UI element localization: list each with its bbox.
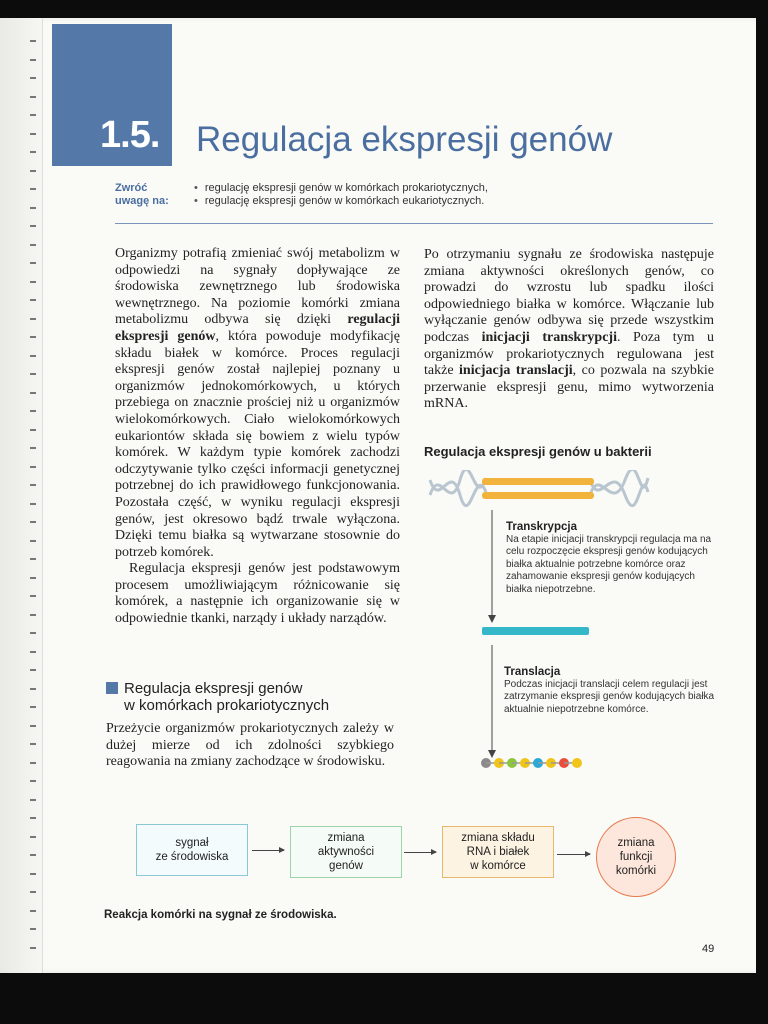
- binding-mark: [30, 873, 36, 875]
- binding-mark: [30, 614, 36, 616]
- flow-box-gene-activity: [290, 826, 402, 878]
- binding-mark: [30, 262, 36, 264]
- flow-text: RNA i białek: [466, 846, 530, 858]
- binding-mark: [30, 762, 36, 764]
- chapter-number: 1.5.: [100, 114, 160, 156]
- figure-title: Regulacja ekspresji genów u bakterii: [424, 444, 652, 459]
- flow-text: w komórce: [470, 860, 526, 872]
- dna-helix-right: [590, 470, 648, 506]
- transcription-title: Transkrypcja: [506, 521, 577, 533]
- binding-mark: [30, 484, 36, 486]
- page-binding: [0, 18, 43, 973]
- transcription-text: Na etapie inicjacji transkrypcji regulacja ma na celu rozpoczęcie ekspresji genów kodujących białka aktualnie potrzebne komórce oraz zahamowanie ekspresji genów kodujących białka niepotrzebne.: [506, 533, 712, 595]
- text: , która powoduje modyfikację składu białek w komórce. Proces regulacji ekspresji genów został najlepiej poznany u organizmów jednokomórkowych, u których przebiega on znacznie prościej niż u organizmów wielokomórkowych. Ciało wielokomórkowych eukariontów składa się bowiem z wielu typów komórek. W każdym typie komórek zachodzi odczytywanie tylko części informacji genetycznej potrzebnej do ich prawidłowego funkcjonowania. Pozostała część, w wyniku regulacji ekspresji genów, jest okresowo bądź trwale wyłączona. Dzięki temu białka są wytwarzane stosownie do potrzeb komórek.: [115, 328, 400, 560]
- binding-mark: [30, 891, 36, 893]
- mrna-strand: [482, 627, 589, 635]
- binding-mark: [30, 114, 36, 116]
- flow-text: komórki: [615, 865, 657, 877]
- flow-text: genów: [329, 860, 363, 872]
- flow-box-signal: [136, 824, 248, 876]
- flow-arrow: [252, 850, 284, 851]
- binding-mark: [30, 928, 36, 930]
- binding-mark: [30, 503, 36, 505]
- bold-term: inicjacji transkrypcji: [481, 329, 617, 345]
- binding-mark: [30, 188, 36, 190]
- binding-mark: [30, 669, 36, 671]
- flow-arrow: [404, 852, 436, 853]
- binding-mark: [30, 281, 36, 283]
- text: . Poza tym u organizmów prokariotycznych regulowana jest także: [424, 329, 715, 379]
- transcription-description: [506, 521, 721, 596]
- bold-term: regulacji ekspresji genów: [115, 312, 400, 344]
- binding-mark: [30, 299, 36, 301]
- gene-expression-diagram: [420, 470, 670, 780]
- flow-box-composition: [442, 826, 554, 878]
- binding-mark: [30, 447, 36, 449]
- flow-text: aktywności: [317, 846, 375, 858]
- binding-mark: [30, 743, 36, 745]
- bold-term: inicjacja translacji: [459, 363, 573, 379]
- subheading-line: w komórkach prokariotycznych: [124, 697, 330, 714]
- flow-circle-cell-function: [596, 817, 676, 897]
- binding-mark: [30, 688, 36, 690]
- note-list: [194, 182, 488, 208]
- binding-mark: [30, 540, 36, 542]
- page-number: 49: [702, 943, 715, 955]
- binding-mark: [30, 817, 36, 819]
- flow-text: zmiana składu: [461, 832, 535, 844]
- flow-text: zmiana: [617, 837, 655, 849]
- binding-mark: [30, 373, 36, 375]
- binding-mark: [30, 799, 36, 801]
- note-label: [115, 182, 185, 208]
- note-label-line: uwagę na:: [115, 195, 169, 207]
- flow-arrow: [557, 854, 590, 855]
- arrow-head-translation: [488, 750, 496, 758]
- binding-mark: [30, 40, 36, 42]
- binding-mark: [30, 151, 36, 153]
- binding-mark: [30, 225, 36, 227]
- subheading-marker: [106, 682, 118, 694]
- binding-mark: [30, 133, 36, 135]
- gene-strand-top: [482, 478, 594, 485]
- binding-mark: [30, 521, 36, 523]
- paragraph-1: [115, 246, 400, 561]
- binding-mark: [30, 558, 36, 560]
- binding-mark: [30, 410, 36, 412]
- binding-mark: [30, 780, 36, 782]
- flow-text: ze środowiska: [155, 851, 229, 863]
- text: Po otrzymaniu sygnału ze środowiska następuje zmiana aktywności określonych genów, co prowadzi do wzrostu lub spadku ilości odpowiedniego białka w komórce. Włączanie lub wyłączanie genów odbywa się przede wszystkim podczas: [424, 247, 714, 345]
- paragraph-3: Przeżycie organizmów prokariotycznych zależy w dużej mierze od ich zdolności szybkiego reagowania na zmiany zachodzące w środowisku.: [106, 721, 394, 770]
- left-column: [115, 246, 400, 628]
- note-label-line: Zwróć: [115, 182, 148, 194]
- subheading: [106, 680, 406, 714]
- subheading-line: Regulacja ekspresji genów: [124, 680, 303, 697]
- chapter-title: Regulacja ekspresji genów: [196, 120, 613, 159]
- text: , co pozwala na szybkie przerwanie ekspresji genu, mimo wytworzenia mRNA.: [424, 363, 714, 412]
- binding-mark: [30, 96, 36, 98]
- binding-mark: [30, 595, 36, 597]
- translation-title: Translacja: [504, 666, 561, 678]
- binding-mark: [30, 318, 36, 320]
- header-divider: [115, 223, 713, 224]
- binding-mark: [30, 336, 36, 338]
- gene-strand-bottom: [482, 492, 594, 499]
- binding-mark: [30, 392, 36, 394]
- translation-text: Podczas inicjacji translacji celem regulacji jest zatrzymanie ekspresji genów kodujących białka aktualnie niepotrzebne komórce.: [504, 678, 715, 715]
- amino-acid: [572, 758, 582, 768]
- flow-text: funkcji: [619, 851, 653, 863]
- paragraph-2: Regulacja ekspresji genów jest podstawowym procesem umożliwiającym różnicowanie się komórek, a następnie ich organizowanie się w odpowiednie tkanki, narządy i układy narządów.: [115, 561, 400, 627]
- binding-mark: [30, 77, 36, 79]
- binding-mark: [30, 854, 36, 856]
- flow-text: zmiana: [327, 832, 365, 844]
- note-item: • regulację ekspresji genów w komórkach prokariotycznych,: [194, 182, 488, 195]
- binding-mark: [30, 429, 36, 431]
- right-column: [424, 247, 714, 413]
- binding-mark: [30, 466, 36, 468]
- text: Organizmy potrafią zmieniać swój metabolizm w odpowiedzi na sygnały dopływające ze środowiska zewnętrznego lub środowiska wewnętrznego. Na poziomie komórki zmiana metabolizmu odbywa się dzięki: [115, 246, 400, 328]
- arrow-head-transcription: [488, 615, 496, 623]
- binding-mark: [30, 59, 36, 61]
- amino-acid-chain: [481, 758, 582, 768]
- binding-mark: [30, 632, 36, 634]
- binding-mark: [30, 577, 36, 579]
- binding-mark: [30, 706, 36, 708]
- binding-mark: [30, 725, 36, 727]
- binding-mark: [30, 244, 36, 246]
- paragraph-4: [424, 247, 714, 413]
- binding-mark: [30, 651, 36, 653]
- binding-mark: [30, 355, 36, 357]
- flow-caption: Reakcja komórki na sygnał ze środowiska.: [104, 909, 337, 921]
- binding-mark: [30, 170, 36, 172]
- binding-mark: [30, 910, 36, 912]
- binding-mark: [30, 947, 36, 949]
- binding-mark: [30, 207, 36, 209]
- binding-mark: [30, 836, 36, 838]
- translation-description: [504, 666, 719, 716]
- dna-helix-left: [430, 470, 486, 506]
- note-item: • regulację ekspresji genów w komórkach eukariotycznych.: [194, 195, 488, 208]
- flow-text: sygnał: [175, 837, 209, 849]
